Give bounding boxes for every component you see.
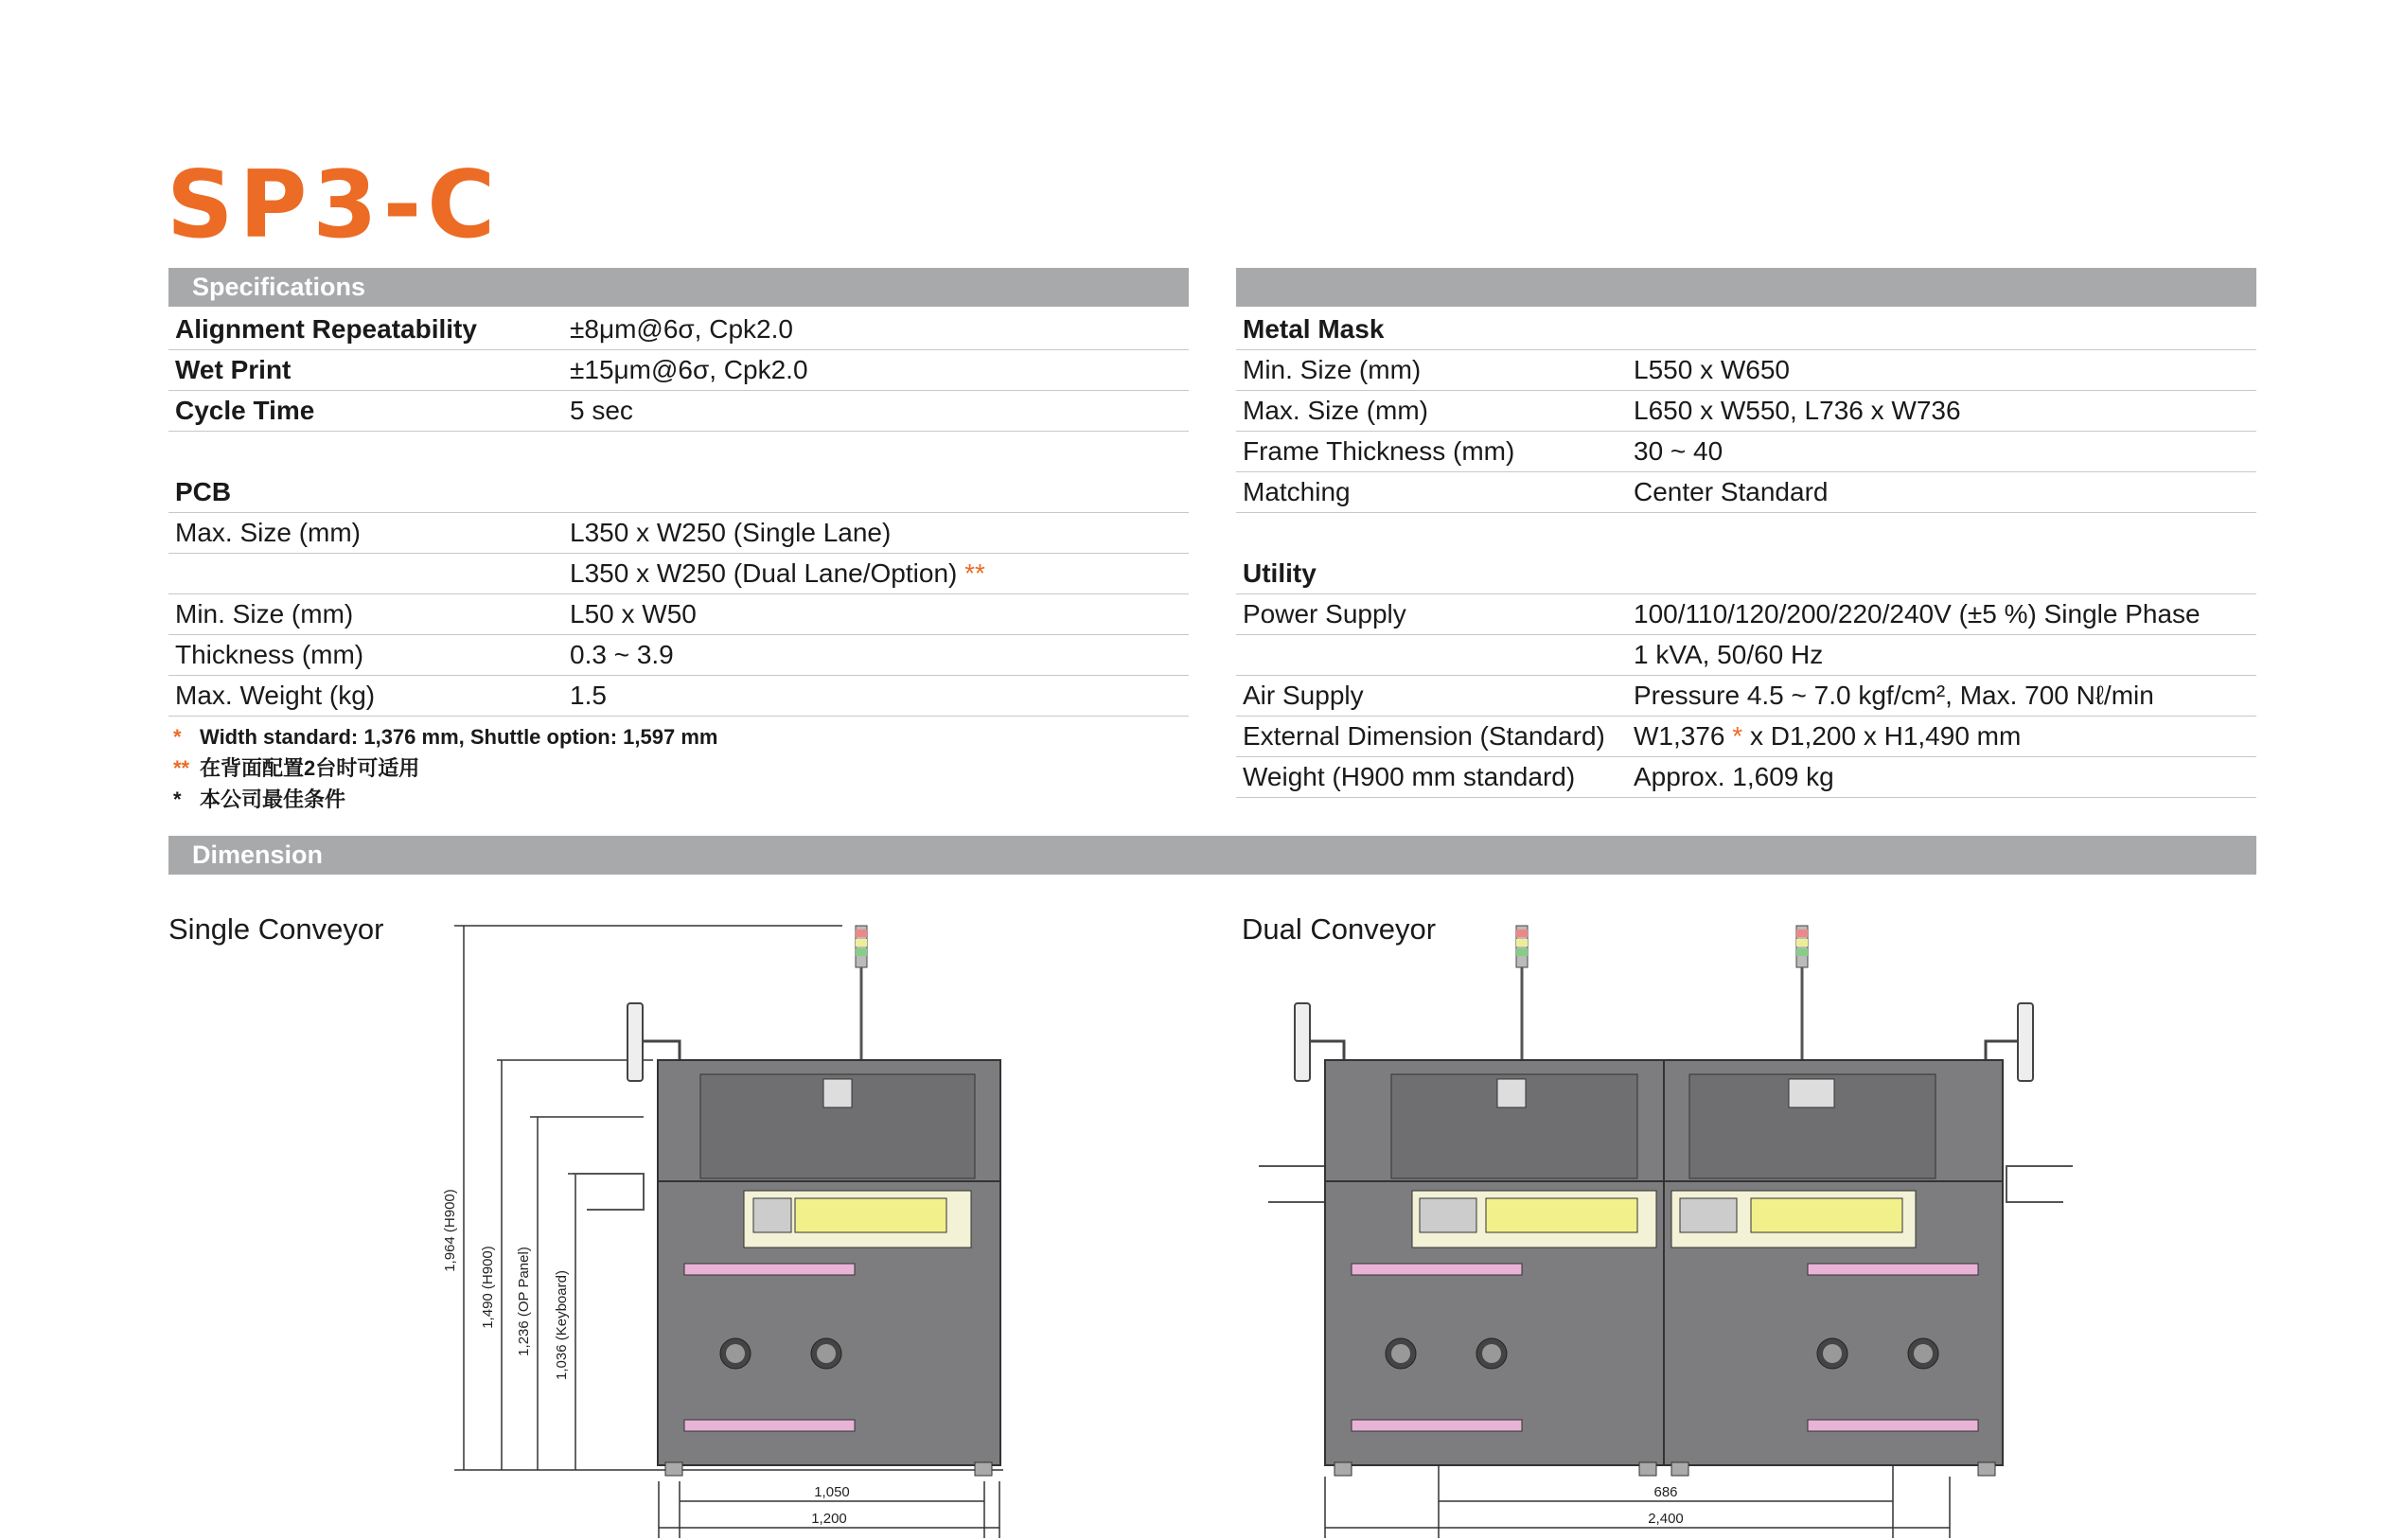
spec-key: Air Supply (1243, 681, 1364, 710)
spec-row (1236, 391, 2256, 432)
specifications-header: Specifications (168, 268, 1189, 307)
specifications-header-right (1236, 268, 2256, 307)
spec-key: Cycle Time (175, 396, 315, 425)
dimension-header: Dimension (168, 836, 2256, 875)
spec-row (1236, 350, 2256, 391)
dual-conveyor-drawing (1249, 909, 2101, 1538)
spec-value (1634, 717, 2021, 756)
spec-key: Thickness (mm) (175, 640, 364, 669)
height-dim-1: 1,964 (H900) (442, 1189, 458, 1272)
height-dim-3: 1,236 (OP Panel) (516, 1247, 532, 1356)
right-spec-table (1236, 310, 2256, 798)
spec-value: Center Standard (1634, 477, 1829, 506)
dual-machine (1259, 926, 2073, 1476)
width-dim-2: 2,400 (1648, 1511, 1684, 1527)
spec-value-text: L350 x W250 (Dual Lane/Option) (570, 558, 958, 588)
spec-key: External Dimension (Standard) (1243, 721, 1605, 751)
spec-key: Power Supply (1243, 599, 1406, 628)
spec-row (168, 594, 1189, 635)
spec-value: L550 x W650 (1634, 355, 1790, 384)
spec-row (168, 391, 1189, 432)
spec-key: Max. Size (mm) (1243, 396, 1428, 425)
spec-key: Matching (1243, 477, 1351, 506)
single-conveyor-drawing (416, 909, 1022, 1538)
spec-value: ±15μm@6σ, Cpk2.0 (570, 355, 808, 384)
height-dim-4: 1,036 (Keyboard) (554, 1270, 570, 1380)
width-dim-1: 686 (1653, 1484, 1678, 1500)
spec-key: Min. Size (mm) (175, 599, 354, 628)
footnote-mark: * (1732, 721, 1743, 751)
spacer-row (168, 432, 1189, 472)
footnote (173, 784, 717, 815)
spec-key: Max. Size (mm) (175, 518, 361, 547)
footnote-mark: * (173, 725, 182, 749)
spec-value: ±8μm@6σ, Cpk2.0 (570, 314, 793, 344)
spec-value: L650 x W550, L736 x W736 (1634, 396, 1961, 425)
spacer-row (1236, 513, 2256, 554)
dual-conveyor-label: Dual Conveyor (1242, 912, 1437, 946)
utility-heading: Utility (1243, 558, 1317, 588)
spec-value (570, 554, 985, 593)
spec-key: Min. Size (mm) (1243, 355, 1422, 384)
spec-row (1236, 472, 2256, 513)
spec-row (1236, 432, 2256, 472)
spec-row (1236, 757, 2256, 798)
footnote-mark: ** (173, 756, 190, 780)
spec-row (168, 554, 1189, 594)
product-title: SP3-C (167, 151, 502, 259)
footnote-text: 在背面配置2台时可适用 (200, 756, 420, 780)
spec-value: L350 x W250 (Single Lane) (570, 518, 892, 547)
spec-row (168, 635, 1189, 676)
spec-value: Pressure 4.5 ~ 7.0 kgf/cm², Max. 700 Nℓ/min (1634, 681, 2154, 710)
single-machine (573, 926, 1000, 1476)
spec-value: 30 ~ 40 (1634, 436, 1723, 466)
spec-key: Frame Thickness (mm) (1243, 436, 1515, 466)
spec-key: Wet Print (175, 355, 292, 384)
left-spec-table (168, 310, 1189, 717)
spec-value-text: W1,376 (1634, 721, 1725, 751)
spec-row (168, 513, 1189, 554)
spec-row (168, 310, 1189, 350)
pcb-heading: PCB (175, 477, 232, 506)
width-dim-1: 1,050 (814, 1484, 850, 1500)
spec-row (1236, 635, 2256, 676)
spec-value: 5 sec (570, 396, 633, 425)
spec-value: 100/110/120/200/220/240V (±5 %) Single Phase (1634, 599, 2201, 628)
spec-value: Approx. 1,609 kg (1634, 762, 1834, 791)
spec-row (1236, 717, 2256, 757)
spec-key: Alignment Repeatability (175, 314, 477, 344)
footnotes (173, 721, 717, 815)
spec-row (1236, 676, 2256, 717)
spec-value: 0.3 ~ 3.9 (570, 640, 674, 669)
footnote (173, 752, 717, 784)
footnote (173, 721, 717, 752)
spec-value: 1 kVA, 50/60 Hz (1634, 640, 1824, 669)
metal-mask-heading-row (1236, 310, 2256, 350)
footnote-mark: ** (964, 558, 985, 588)
spec-value: 1.5 (570, 681, 607, 710)
utility-heading-row (1236, 554, 2256, 594)
width-dim-2: 1,200 (811, 1511, 847, 1527)
metal-mask-heading: Metal Mask (1243, 314, 1385, 344)
single-conveyor-label: Single Conveyor (168, 912, 384, 946)
footnote-text: 本公司最佳条件 (200, 788, 346, 811)
spec-key: Weight (H900 mm standard) (1243, 762, 1576, 791)
spec-value-suffix: x D1,200 x H1,490 mm (1749, 721, 2022, 751)
spec-value: L50 x W50 (570, 599, 697, 628)
spec-row (1236, 594, 2256, 635)
height-dim-2: 1,490 (H900) (480, 1246, 496, 1329)
footnote-text: Width standard: 1,376 mm, Shuttle option: 1,597 mm (200, 725, 718, 749)
spec-key: Max. Weight (kg) (175, 681, 376, 710)
footnote-mark: * (173, 788, 182, 811)
pcb-heading-row (168, 472, 1189, 513)
spec-row (168, 676, 1189, 717)
spec-row (168, 350, 1189, 391)
